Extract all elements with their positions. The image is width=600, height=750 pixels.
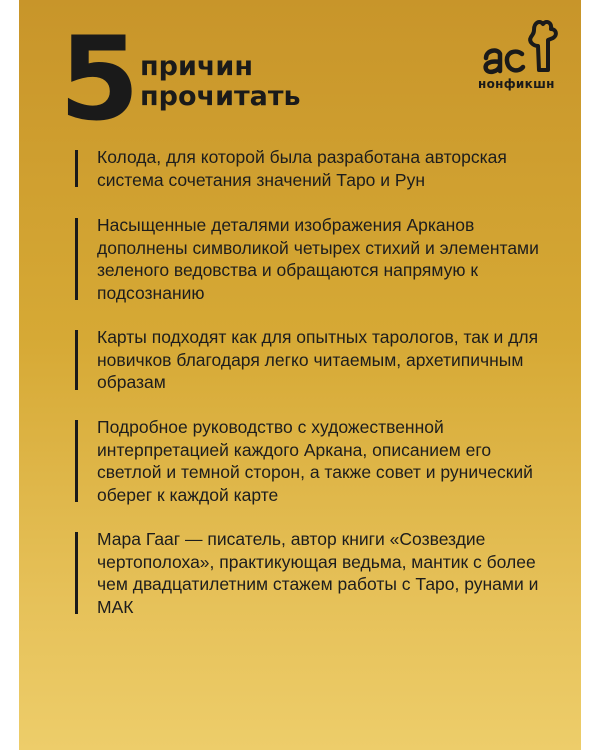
reason-bar xyxy=(75,532,78,614)
reason-text: Колода, для которой была разработана авторская система сочетания значений Таро и Рун xyxy=(97,147,507,190)
ast-logo-icon xyxy=(476,16,566,78)
reason-bar xyxy=(75,150,78,187)
reason-text: Мара Гааг — писатель, автор книги «Созвездие чертополоха», практикующая ведьма, мантик с более чем двадцатилетним стажем работы с Таро, рунами и МАК xyxy=(97,529,539,617)
reason-text: Подробное руководство с художественной интерпретацией каждого Аркана, описанием его светлой и темной сторон, а также совет и рунический оберег к каждой карте xyxy=(97,417,533,505)
headline-line-1: причин xyxy=(140,51,254,82)
reason-item-5 xyxy=(75,528,555,618)
promo-card xyxy=(19,0,581,750)
headline-line-2: прочитать xyxy=(140,81,301,112)
logo-mark: ас xyxy=(476,16,478,17)
reason-item-3 xyxy=(75,326,555,394)
reasons-count: 5 xyxy=(59,12,138,147)
publisher-logo xyxy=(476,16,566,96)
reason-bar xyxy=(75,330,78,390)
publisher-name: нонфикшн xyxy=(478,77,555,91)
reason-text: Карты подходят как для опытных тарологов, так и для новичков благодаря легко читаемым, архетипичным образам xyxy=(97,327,539,392)
headline xyxy=(140,52,301,112)
reason-item-2 xyxy=(75,214,555,304)
reason-text: Насыщенные деталями изображения Арканов дополнены символикой четырех стихий и элементами зеленого ведовства и обращаются напрямую к подсознанию xyxy=(97,215,539,303)
reason-item-4 xyxy=(75,416,555,506)
reason-item-1 xyxy=(75,146,555,191)
reason-bar xyxy=(75,218,78,300)
reason-bar xyxy=(75,420,78,502)
